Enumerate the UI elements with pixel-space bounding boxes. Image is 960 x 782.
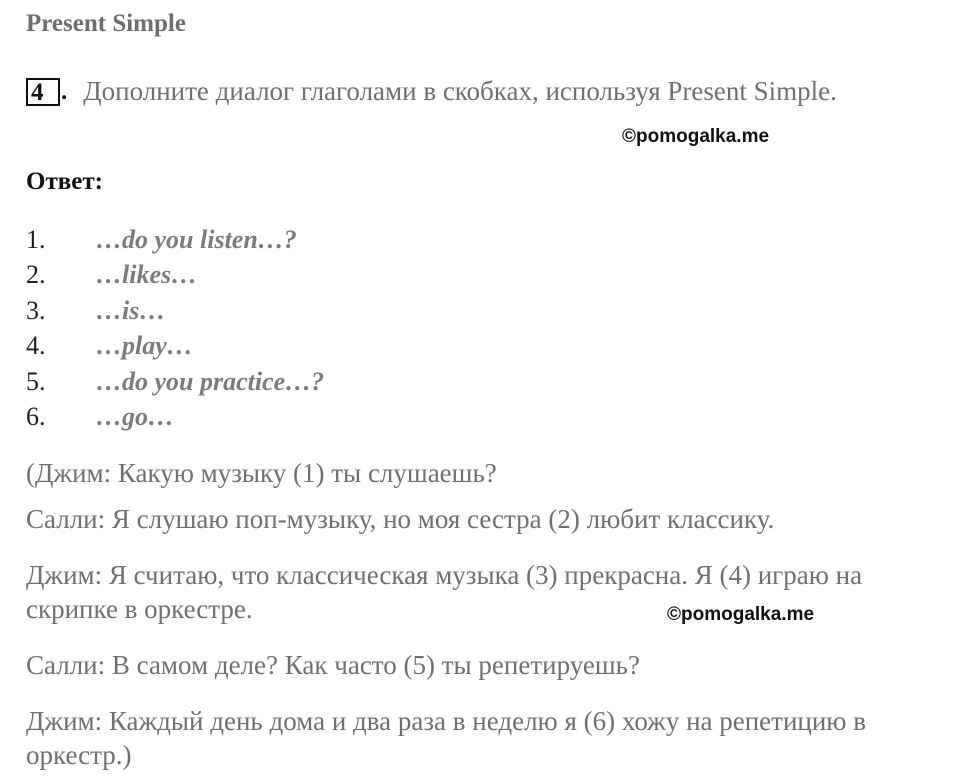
answer-item [26, 222, 324, 258]
answer-number: 3. [26, 295, 46, 325]
answer-number: 5. [26, 366, 46, 396]
answer-text: …do you listen…? [96, 224, 297, 254]
answer-text: …do you practice…? [96, 366, 325, 396]
answer-item [26, 329, 324, 365]
translation-line: оркестр.) [26, 740, 132, 770]
translation-line: Салли: Я слушаю поп-музыку, но моя сестра (2) любит классику. [26, 504, 775, 534]
translation-line: скрипке в оркестре. [26, 594, 253, 624]
answer-text: …play… [96, 331, 193, 361]
translation-line: Джим: Я считаю, что классическая музыка (3) прекрасна. Я (4) играю на [26, 560, 863, 590]
answer-heading: Ответ: [26, 168, 103, 195]
answer-item [26, 293, 324, 329]
watermark: ©pomogalka.me [622, 126, 770, 147]
translation-line: Джим: Каждый день дома и два раза в неделю я (6) хожу на репетицию в [26, 706, 866, 736]
answer-number: 4. [26, 331, 46, 361]
task-number-box: 4 [26, 78, 60, 106]
answer-number: 1. [26, 224, 46, 254]
answer-text: …likes… [96, 260, 198, 290]
task-number-suffix: . [61, 77, 68, 105]
translation-line: (Джим: Какую музыку (1) ты слушаешь? [26, 458, 497, 488]
answer-text: …is… [96, 295, 166, 325]
task-header [26, 76, 837, 107]
answer-item [26, 258, 324, 294]
translation-line: Салли: В самом деле? Как часто (5) ты репетируешь? [26, 650, 640, 680]
answer-number: 6. [26, 402, 46, 432]
page-title: Present Simple [26, 10, 186, 37]
answer-text: …go… [96, 402, 174, 432]
answer-item [26, 364, 324, 400]
watermark: ©pomogalka.me [667, 604, 815, 625]
answer-list [26, 222, 324, 435]
task-instruction: Дополните диалог глаголами в скобках, используя Present Simple. [83, 76, 837, 106]
answer-number: 2. [26, 260, 46, 290]
answer-item [26, 400, 324, 436]
